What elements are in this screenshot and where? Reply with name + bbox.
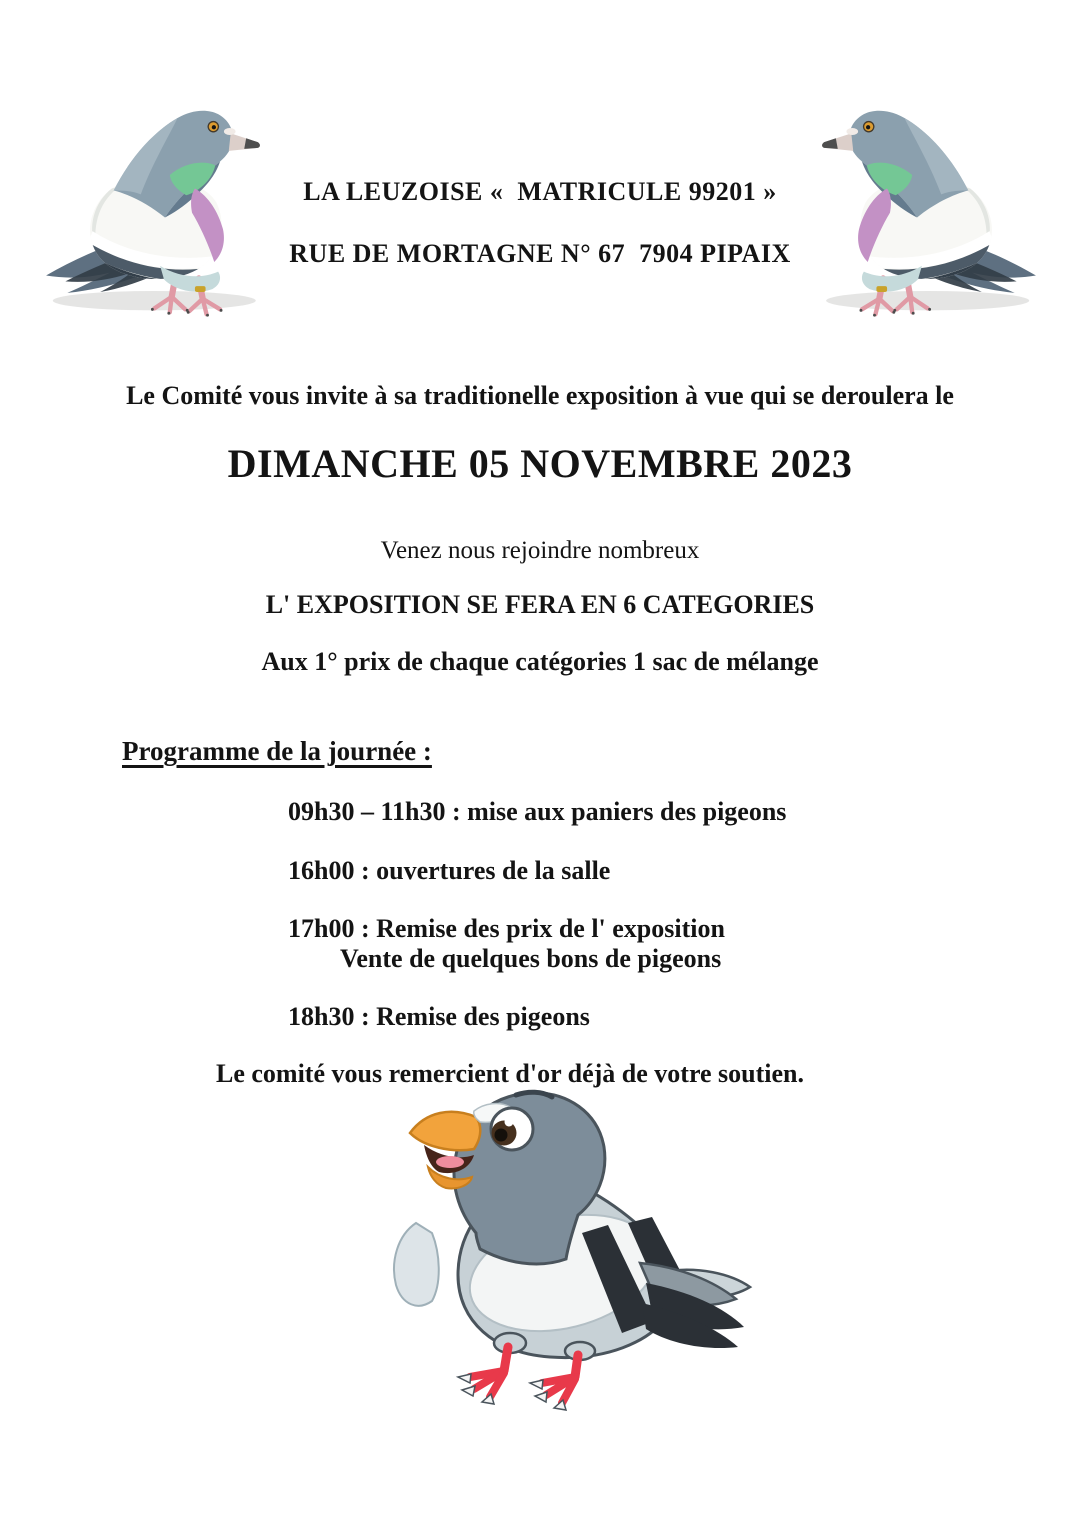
org-name-line: LA LEUZOISE « MATRICULE 99201 » [303,177,777,206]
join-line: Venez nous rejoindre nombreux [380,537,700,564]
program-heading: Programme de la journée : [122,736,432,766]
invitation-intro: Le Comité vous invite à sa traditionelle exposition à vue qui se deroulera le [126,381,954,410]
org-address-line: RUE DE MORTAGNE N° 67 7904 PIPAIX [289,239,791,268]
program-item-3-continuation: Vente de quelques bons de pigeons [340,944,722,973]
program-item-1: 09h30 – 11h30 : mise aux paniers des pigeons [288,797,787,826]
program-item-4: 18h30 : Remise des pigeons [288,1002,590,1031]
cartoon-pigeon-illustration [358,1083,758,1443]
categories-line: L' EXPOSITION SE FERA EN 6 CATEGORIES [265,590,815,619]
prize-line: Aux 1° prix de chaque catégories 1 sac de mélange [261,647,819,676]
closing-line: Le comité vous remercient d'or déjà de votre soutien. [216,1059,805,1088]
program-item-2: 16h00 : ouvertures de la salle [288,856,611,885]
program-item-3: 17h00 : Remise des prix de l' exposition [288,914,725,943]
event-date: DIMANCHE 05 NOVEMBRE 2023 [227,441,853,486]
